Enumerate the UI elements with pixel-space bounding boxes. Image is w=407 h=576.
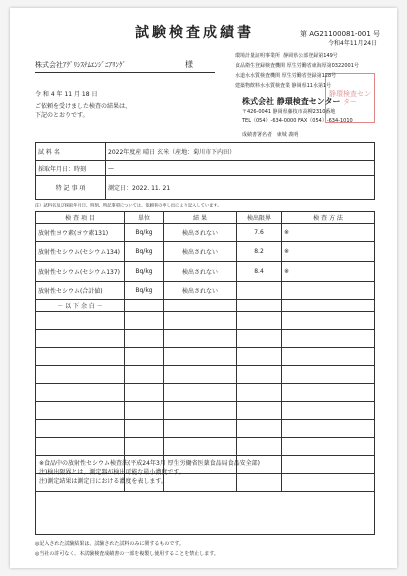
footnote-method: ※食品中の放射性セシウム検査法(平成24年3月 厚生労働省医薬食品局食品安全部) (39, 460, 261, 467)
registration-3: 水道水水質検査機関 厚生労働省登録第128号 (235, 73, 337, 79)
row-limit (237, 282, 282, 300)
row-unit: Bq/kg (125, 262, 164, 282)
lab-name: 株式会社 静環検査センター (242, 97, 341, 106)
row-method: ※ (282, 262, 375, 282)
table-row (36, 224, 375, 242)
document-number: 第 AG21100081-001 号 (300, 30, 381, 38)
col-unit: 単位 (125, 212, 164, 224)
footnote-limit: 注)検出限界とは、測定器が検出可能な最小濃度です。 (39, 469, 185, 476)
row-limit: 8.4 (237, 262, 282, 282)
row-result: 検出されない (164, 224, 237, 242)
footnote-measure: 注)測定結果は測定日における濃度を表します。 (39, 478, 167, 485)
sample-info-table (35, 142, 375, 200)
collection-label: 採取年月日：時刻 (36, 161, 106, 176)
row-item: 放射性セシウム(セシウム137) (36, 262, 125, 282)
row-method: ※ (282, 224, 375, 242)
table-row (36, 300, 375, 312)
document-title: 試験検査成績書 (135, 25, 254, 41)
report-date: 令 和 4 年 11 月 18 日 (35, 91, 98, 98)
report-page (10, 8, 397, 568)
document-date: 令和4年11月24日 (328, 40, 378, 47)
row-item: 放射性セシウム(セシウム134) (36, 242, 125, 262)
notes-value: 測定日：2022. 11. 21 (106, 176, 375, 200)
row-unit: Bq/kg (125, 242, 164, 262)
row-limit: 7.6 (237, 224, 282, 242)
row-method: ※ (282, 242, 375, 262)
row-method (282, 282, 375, 300)
collection-value: — (106, 161, 375, 176)
sample-name-value: 2022年度産 晴日 玄米（産地：菊川市下内田） (106, 143, 375, 161)
row-item: 放射性ヨウ素(ヨウ素131) (36, 224, 125, 242)
table-row (36, 242, 375, 262)
footnote-box (35, 455, 375, 535)
registration-4: 建築物飲料水水質検査業 静岡県11水第1号 (235, 83, 332, 89)
col-method: 検 査 方 法 (282, 212, 375, 224)
results-table (35, 211, 375, 492)
client-name: 株式会社ｱｸﾞﾘｼｽﾃﾑｴﾝｼﾞﾆｱﾘﾝｸﾞ (35, 61, 126, 69)
lab-seal: 静環検査センター (325, 73, 375, 123)
sample-name-label: 試 料 名 (36, 143, 106, 161)
client-honorific: 様 (185, 60, 193, 69)
table-row (36, 282, 375, 300)
below-blank-marker: － 以 下 余 白 － (36, 300, 125, 312)
row-limit: 8.2 (237, 242, 282, 262)
table-note: 注）試料名及び採取年月日、時刻、特記事項については、依頼者の申し出により記入しています。 (35, 203, 222, 209)
disclaimer-2: ◎当社の許可なく、本試験検査成績書の一部を複製し使用することを禁止します。 (35, 551, 219, 557)
row-item: 放射性セシウム(合計値) (36, 282, 125, 300)
lab-signer: 成績書署名者 東城 義明 (242, 132, 299, 138)
lab-contact: TEL（054）-634-0000 FAX（054）-634-1010 (242, 118, 353, 124)
row-unit: Bq/kg (125, 282, 164, 300)
disclaimer-1: ◎記入された試験結果は、試験された試料のみに関するものです。 (35, 541, 184, 547)
lab-address: 〒426-0041 静岡県藤枝市高柳2310番地 (242, 109, 336, 115)
registration-2: 食品衛生登録検査機関 厚生労働省東海厚第0322001号 (235, 63, 359, 69)
row-result: 検出されない (164, 242, 237, 262)
row-result: 検出されない (164, 282, 237, 300)
registration-1: 環境計量証明事業所 静岡県公部登録第149号 (235, 53, 338, 59)
intro-line-1: ご依頼を受けました検査の結果は、 (35, 103, 132, 110)
table-row (36, 262, 375, 282)
intro-line-2: 下記のとおりです。 (35, 112, 89, 119)
client-underline (35, 72, 215, 73)
row-unit: Bq/kg (125, 224, 164, 242)
row-result: 検出されない (164, 262, 237, 282)
col-result: 結 果 (164, 212, 237, 224)
col-limit: 検出限界 (237, 212, 282, 224)
notes-label: 特 記 事 項 (36, 176, 106, 200)
col-item: 検 査 項 目 (36, 212, 125, 224)
